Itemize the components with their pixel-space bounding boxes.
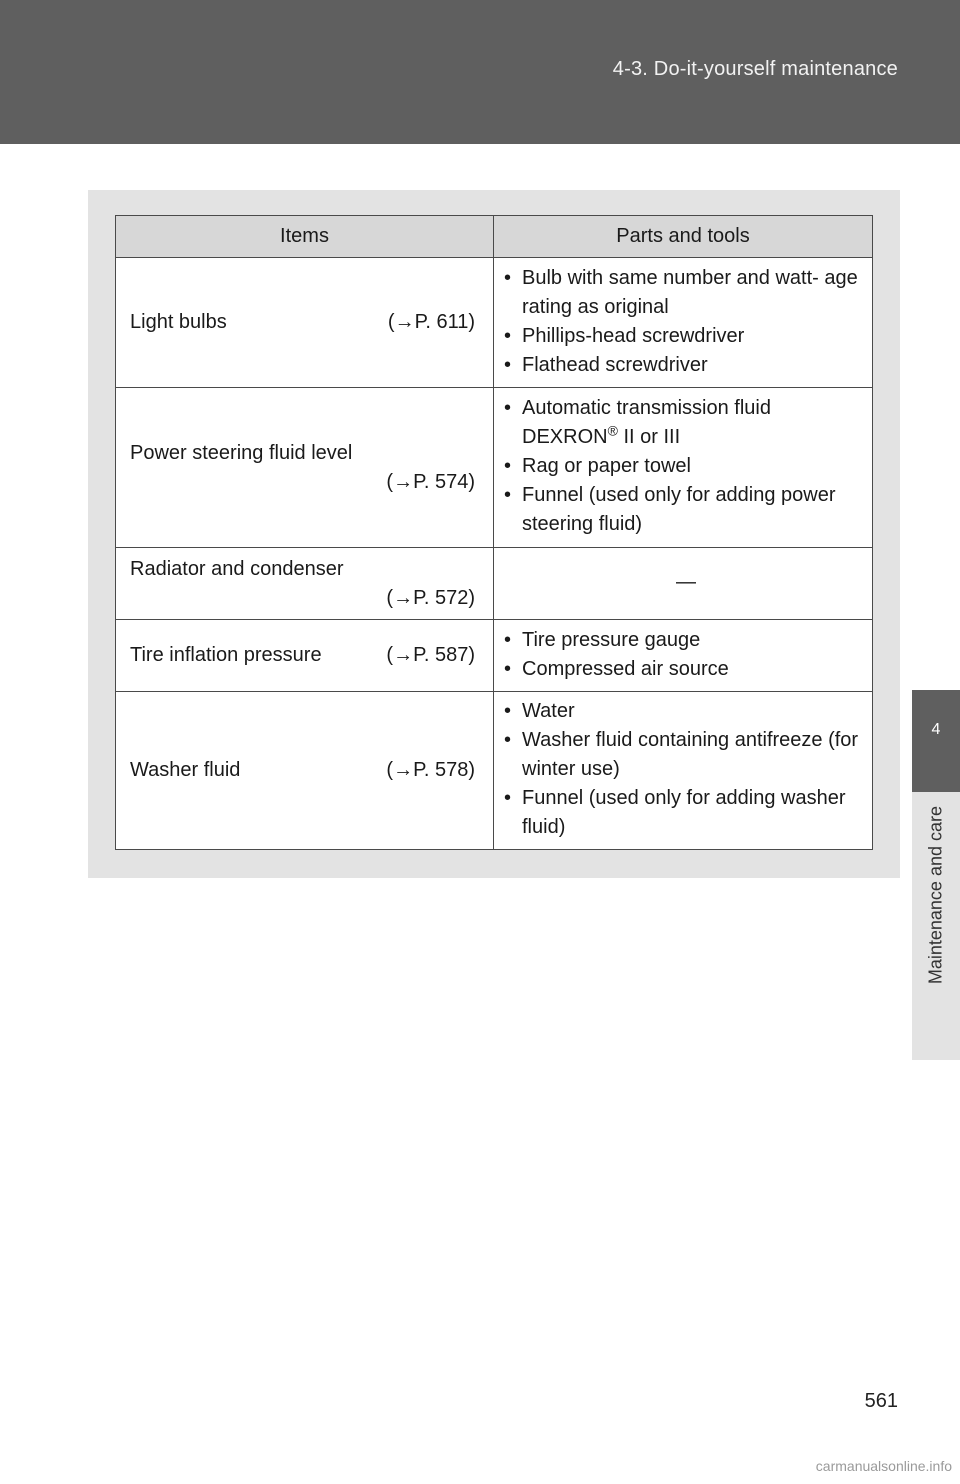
chapter-tab-text: Maintenance and care <box>925 806 946 985</box>
maintenance-items-table <box>115 215 873 850</box>
table-row <box>116 388 873 548</box>
page-reference: (→P. 572) <box>386 586 475 609</box>
header-parts-and-tools: Parts and tools <box>494 216 873 258</box>
tools-cell <box>494 692 873 850</box>
tool-item: • Phillips-head screwdriver <box>504 322 868 351</box>
tool-item <box>504 394 868 452</box>
tool-item: • Flathead screwdriver <box>504 351 868 380</box>
tools-cell <box>494 620 873 692</box>
table-row <box>116 692 873 850</box>
item-name: Radiator and condenser <box>130 557 344 580</box>
no-tools-dash: — <box>494 548 873 620</box>
item-cell <box>116 620 494 692</box>
tool-text: Automatic transmission fluid DEXRON <box>522 397 771 448</box>
item-cell <box>116 548 494 620</box>
tool-item: • Rag or paper towel <box>504 452 868 481</box>
table-row <box>116 620 873 692</box>
chapter-tab-label <box>912 792 960 1060</box>
registered-mark: ® <box>607 422 618 439</box>
tool-item: • Washer fluid containing antifreeze (for winter use) <box>504 726 868 784</box>
item-cell <box>116 388 494 548</box>
tools-cell <box>494 258 873 388</box>
tools-cell <box>494 388 873 548</box>
page-reference: (→P. 587) <box>386 644 475 666</box>
header-items: Items <box>116 216 494 258</box>
item-name: Light bulbs <box>130 311 227 333</box>
tool-item: • Funnel (used only for adding power steering fluid) <box>504 481 868 539</box>
page-reference: (→P. 578) <box>386 759 475 781</box>
table-row <box>116 258 873 388</box>
tool-item: • Bulb with same number and watt- age rating as original <box>504 264 868 322</box>
item-name: Tire inflation pressure <box>130 644 322 666</box>
section-title: 4-3. Do-it-yourself maintenance <box>612 58 898 80</box>
tool-item: • Funnel (used only for adding washer fluid) <box>504 784 868 842</box>
item-name: Washer fluid <box>130 759 241 781</box>
tool-item: • Water <box>504 697 868 726</box>
page-reference: (→P. 574) <box>386 470 475 493</box>
page-number: 561 <box>864 1390 898 1412</box>
header-bar <box>0 0 960 144</box>
item-name: Power steering fluid level <box>130 441 353 464</box>
watermark: carmanualsonline.info <box>815 1458 952 1474</box>
table-row <box>116 548 873 620</box>
tool-item: • Compressed air source <box>504 655 868 684</box>
item-cell <box>116 258 494 388</box>
page-reference: (→P. 611) <box>387 311 475 333</box>
chapter-tab-number: 4 <box>912 690 960 792</box>
item-cell <box>116 692 494 850</box>
tool-item: • Tire pressure gauge <box>504 626 868 655</box>
tool-text-suffix: II or III <box>617 426 681 448</box>
table-header-row <box>116 216 873 258</box>
